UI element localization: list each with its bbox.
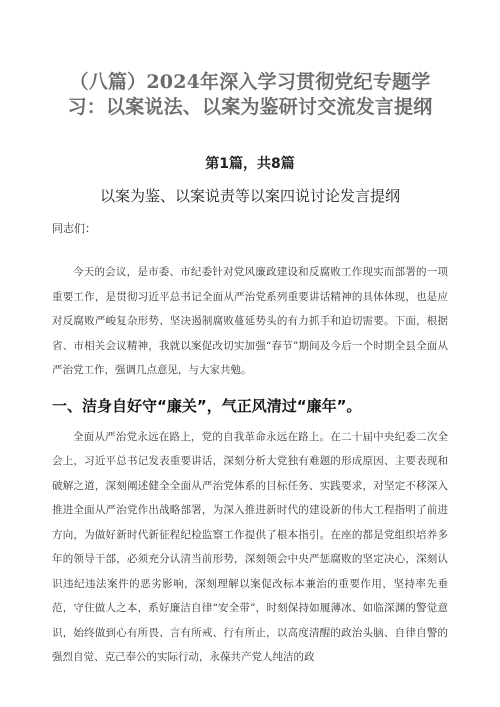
section-heading: 一、洁身自好守“廉关”，气正风清过“廉年”。 [52, 396, 362, 415]
greeting: 同志们： [52, 222, 96, 235]
intro-paragraph: 今天的会议，是市委、市纪委针对党风廉政建设和反腐败工作现实而部署的一项重要工作，是贯彻习近平总书记全面从严治党系列重要讲话精神的具体体现，也是应对反腐败严峻复杂形势、坚决遏制腐败蔓延势头的有力抓手和迫切需要。下面，根据省、市相关会议精神，我就以案促改切实加强“春节”期间及今后一个时期全县全面从严治党工作，强调几点意见，与大家共勉。 [52, 266, 448, 376]
document-title: （八篇）2024年深入学习贯彻党纪专题学习：以案说法、以案为鉴研讨交流发言提纲 [67, 71, 433, 118]
section-paragraph: 全面从严治党永远在路上，党的自我革命永远在路上。在二十届中央纪委二次全会上，习近平总书记发表重要讲话，深刻分析大党独有难题的形成原因、主要表现和破解之道，深刻阐述健全全面从严治党体系的目标任务、实践要求，对坚定不移深入推进全面从严治党作出战略部署，为深入推进新时代的建设新的伟大工程指明了前进方向，为做好新时代新征程纪检监察工作提供了根本指引。在座的都是党组织培养多年的领导干部，必须充分认清当前形势，深刻领会中央严惩腐败的坚定决心，深刻认识违纪违法案件的恶劣影响，深刻理解以案促改标本兼治的重要作用，坚持率先垂范，守住做人之本，系好廉洁自律“安全带”，时刻保持如履薄冰、如临深渊的警觉意识，始终做到心有所畏、言有所戒、行有所止，以高度清醒的政治头脑、自律自警的强烈自觉、克己奉公的实际行动，永葆共产党人纯洁的政 [52, 430, 448, 663]
document-subtitle: 以案为鉴、以案说责等以案四说讨论发言提纲 [99, 187, 400, 205]
part-label: 第1篇，共8篇 [205, 156, 295, 172]
